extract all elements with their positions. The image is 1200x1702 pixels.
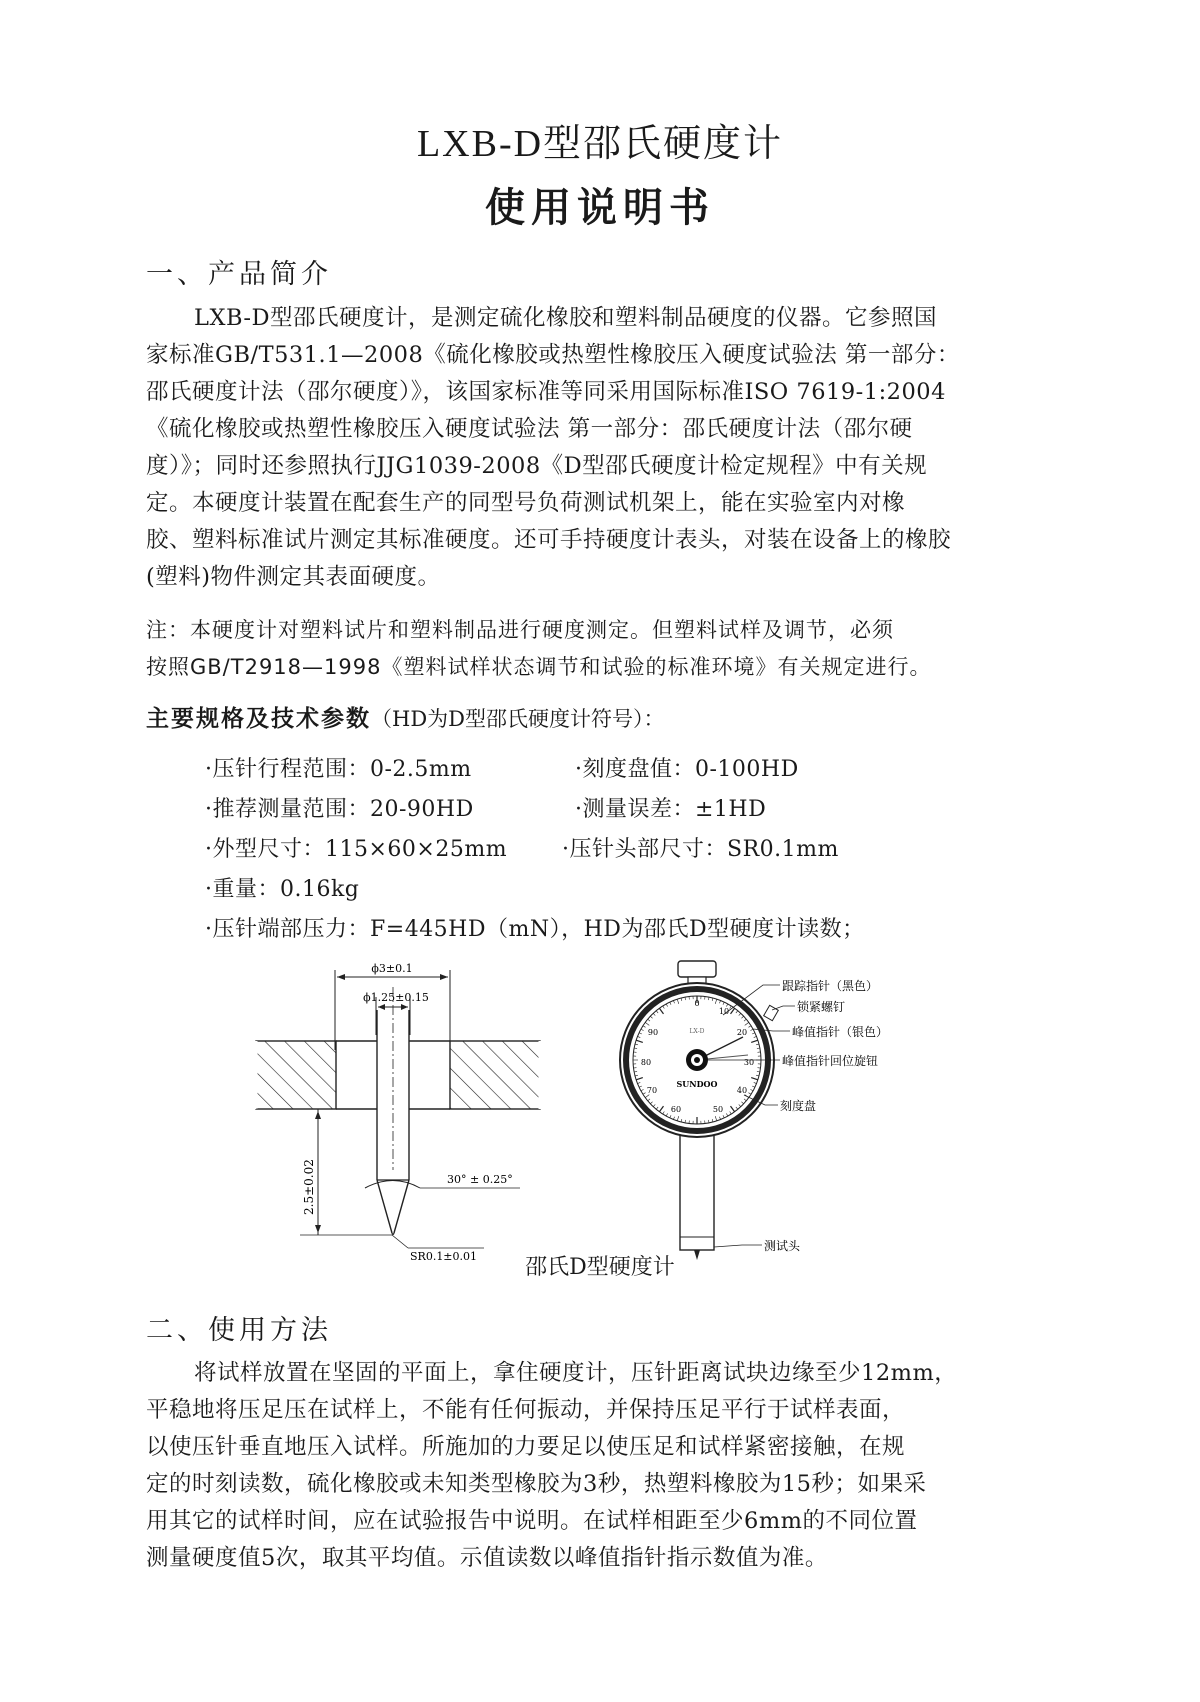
note-line: 注：本硬度计对塑料试片和塑料制品进行硬度测定。但塑料试样及调节，必须 xyxy=(146,618,894,642)
para-line: 邵氏硬度计法（邵尔硬度）》，该国家标准等同采用国际标准ISO 7619-1:2004 xyxy=(146,379,946,405)
indenter-drawing xyxy=(256,962,540,1263)
section2-paragraph xyxy=(146,1355,1066,1577)
label-peak-needle: 峰值指针（银色） xyxy=(792,1025,889,1039)
dial-number: 60 xyxy=(670,1105,682,1114)
dim-stroke-label: 2.5±0.02 xyxy=(302,1159,316,1215)
spec-item: ·压针头部尺寸：SR0.1mm xyxy=(562,837,839,862)
spec-item: ·测量误差：±1HD xyxy=(575,797,767,822)
dial-number: 0 xyxy=(694,999,700,1008)
section1-note xyxy=(146,612,1066,686)
label-reset-knob: 峰值指针回位旋钮 xyxy=(782,1054,879,1068)
dim-angle-label: 30° ± 0.25° xyxy=(447,1173,513,1186)
para-line: 以使压针垂直地压入试样。所施加的力要足以使压足和试样紧密接触，在规 xyxy=(146,1434,906,1460)
spec-item: ·重量：0.16kg xyxy=(205,877,360,902)
para-line: 将试样放置在坚固的平面上，拿住硬度计，压针距离试块边缘至少12mm， xyxy=(194,1360,958,1386)
dim-outer-label: ϕ3±0.1 xyxy=(371,962,413,975)
para-line: 测量硬度值5次，取其平均值。示值读数以峰值指针指示数值为准。 xyxy=(146,1545,828,1571)
para-line: 用其它的试样时间，应在试验报告中说明。在试样相距至少6mm的不同位置 xyxy=(146,1508,918,1534)
dial-number: 70 xyxy=(646,1086,658,1095)
document-title: LXB-D型邵氏硬度计 xyxy=(416,123,784,165)
gauge-drawing xyxy=(620,961,888,1260)
section2-heading: 二、使用方法 xyxy=(146,1315,332,1346)
specs-heading xyxy=(146,700,665,733)
gauge-model: LX-D xyxy=(689,1028,705,1035)
label-tracking-needle: 跟踪指针（黑色） xyxy=(782,979,879,993)
gauge-brand: SUNDOO xyxy=(676,1079,718,1089)
para-line: 定的时刻读数，硫化橡胶或未知类型橡胶为3秒，热塑料橡胶为15秒；如果采 xyxy=(146,1471,927,1497)
dial-number: 50 xyxy=(712,1105,724,1114)
spec-item: ·外型尺寸：115×60×25mm xyxy=(205,837,508,862)
dial-number: 20 xyxy=(736,1028,748,1037)
dial-number: 40 xyxy=(736,1086,748,1095)
specs-heading-main: 主要规格及技术参数 xyxy=(146,706,371,732)
para-line: LXB-D型邵氏硬度计，是测定硫化橡胶和塑料制品硬度的仪器。它参照国 xyxy=(194,305,938,331)
spec-item: ·压针端部压力：F=445HD（mN），HD为邵氏D型硬度计读数； xyxy=(205,917,865,942)
spec-item: ·刻度盘值：0-100HD xyxy=(575,757,799,782)
dim-inner-label: ϕ1.25±0.15 xyxy=(363,991,429,1004)
para-line: 度）》；同时还参照执行JJG1039-2008《D型邵氏硬度计检定规程》中有关规 xyxy=(146,453,928,479)
dim-tip-label: SR0.1±0.01 xyxy=(410,1250,478,1263)
para-line: 《硫化橡胶或热塑性橡胶压入硬度试验法 第一部分：邵氏硬度计法（邵尔硬 xyxy=(146,416,913,442)
label-test-head: 测试头 xyxy=(764,1239,801,1253)
label-lock-screw: 锁紧螺钉 xyxy=(797,1000,846,1014)
section1-heading: 一、产品简介 xyxy=(146,259,332,290)
para-line: (塑料)物件测定其表面硬度。 xyxy=(146,564,441,590)
spec-item: ·压针行程范围：0-2.5mm xyxy=(205,757,472,782)
spec-item: ·推荐测量范围：20-90HD xyxy=(205,797,474,822)
figure-caption: 邵氏D型硬度计 xyxy=(525,1255,675,1280)
para-line: 家标准GB/T531.1—2008《硫化橡胶或热塑性橡胶压入硬度试验法 第一部分： xyxy=(146,342,960,368)
document-subtitle: 使用说明书 xyxy=(485,185,715,231)
para-line: 胶、塑料标准试片测定其标准硬度。还可手持硬度计表头，对装在设备上的橡胶 xyxy=(146,527,952,553)
section1-paragraph xyxy=(146,300,1066,596)
dial-number: 30 xyxy=(743,1058,755,1067)
note-line: 按照GB/T2918—1998《塑料试样状态调节和试验的标准环境》有关规定进行。 xyxy=(146,655,932,679)
figure xyxy=(0,955,1200,1275)
para-line: 平稳地将压足压在试样上，不能有任何振动，并保持压足平行于试样表面， xyxy=(146,1397,906,1423)
specs-heading-note: （HD为D型邵氏硬度计符号）： xyxy=(371,707,665,731)
dial-number: 90 xyxy=(647,1028,659,1037)
label-dial: 刻度盘 xyxy=(780,1099,817,1113)
dial-number: 10 xyxy=(718,1007,730,1016)
para-line: 定。本硬度计装置在配套生产的同型号负荷测试机架上，能在实验室内对橡 xyxy=(146,490,906,516)
dial-number: 80 xyxy=(640,1058,652,1067)
